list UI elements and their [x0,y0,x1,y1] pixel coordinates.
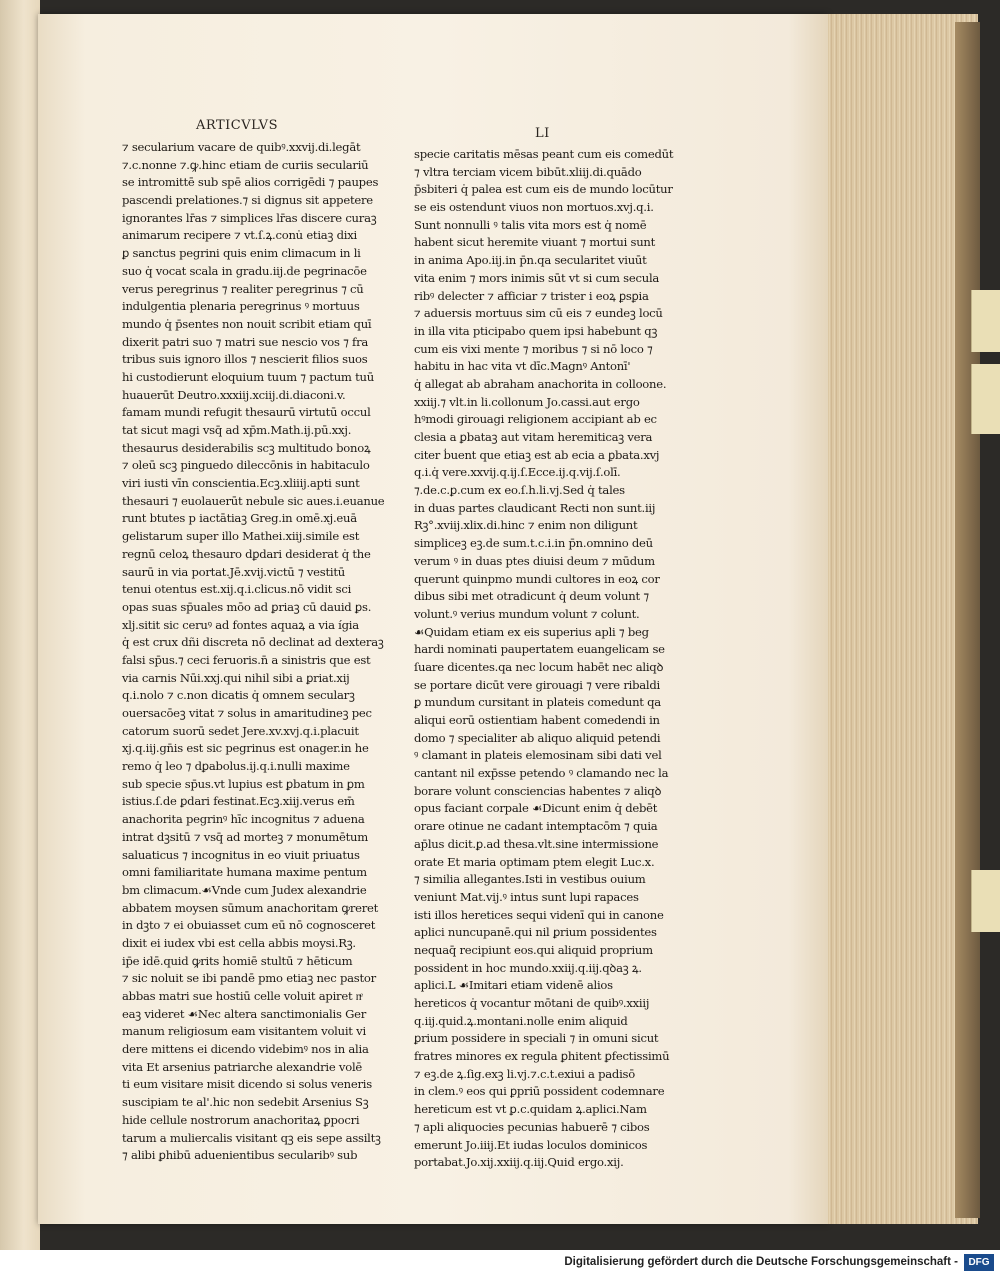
text-line: hardi nominati paupertatem euangelicam se [414,642,665,657]
text-column-left [122,139,384,1165]
text-line: volunt.ꝰ verius mundum volunt ⁊ colunt. [414,606,640,621]
text-line: eaꝫ videret ☙Nec altera sanctimonialis Ger [122,1006,366,1021]
text-line: aplici nuncupanē.qui nil ꝑrium possidentes [414,925,657,940]
running-head-right: LI [535,126,550,141]
text-line: verus peregrinus ⁊ realiter peregrinus ⁊ cū [122,281,364,296]
text-line: animarum recipere ⁊ vt.ſ.ꝝ.conu̇ etiaꝫ dixi [122,228,357,243]
text-line: anachorita pegrinꝰ hīc incognitus ⁊ aduena [122,812,365,827]
text-line: catorum suorū sedet Jere.xv.xvj.q.i.placuit [122,723,359,738]
text-line: Sunt nonnulli ꝰ talis vita mors est q̇ nomē [414,217,647,232]
text-line: nequaq̄ recipiunt eos.qui aliquid proprium [414,942,653,957]
text-line: thesauri ⁊ euolauerūt nebule sic aues.i.euanue [122,493,385,508]
text-line: dixerit patri suo ⁊ matri sue nescio vos ⁊ fra [122,334,369,349]
text-line: domo ⁊ specialiter ab aliquo aliquid petendi [414,730,661,745]
text-line: possident in hoc mundo.xxiij.q.iij.qꝺaꝫ ꝝ. [414,960,642,975]
text-line: hereticos q̇ vocantur mōtani de quibꝰ.xxiij [414,996,650,1010]
text-line: opus faciant corpale ☙Dicunt enim q̇ debēt [414,801,658,816]
text-line: cum eis vixi mente ⁊ moribus ⁊ si nō loco ⁊ [414,341,653,356]
text-line: se portare dicūt vere girouagi ⁊ vere ribaldi [414,677,660,692]
text-line: ouersacōeꝫ vitat ⁊ solus in amaritudineꝫ pec [122,706,372,720]
text-line: omni familiaritate humana maxime pentum [122,865,367,880]
text-line: abbas matri sue hostiū celle voluit apiret nͤ [122,989,362,1003]
text-line: tenui otentus est.xij.q.i.clicus.nō vidit sci [122,582,352,597]
text-line: ⁊ secularium vacare de quibꝰ.xxvij.di.legāt [122,140,361,154]
text-line: indulgentia plenaria peregrinus ꝰ mortuus [122,299,360,314]
text-line: aliqui eorū ostientiam habent comedendi in [414,713,660,727]
text-line: veniunt Mat.vij.ꝰ intus sunt lupi rapaces [414,889,639,904]
text-line: ti eum visitare misit dicendo si solus veneris [122,1077,372,1092]
text-line: huauerūt Deutro.xxxiij.xciij.di.diaconi.v. [122,387,346,402]
text-line: bm climacum.☙Vnde cum Judex alexandrie [122,882,367,897]
text-line: in clem.ꝰ eos qui ꝑpriū possident codemnare [414,1084,665,1099]
text-line: sub specie sp̄us.vt lupius est ꝑbatum in ꝑm [122,776,365,791]
text-line: in duas partes claudicant Recti non sunt.iij [414,500,656,515]
text-line: viri iusti vīn conscientia.Ecꝫ.xliiij.apti sunt [122,476,360,491]
text-line: ꝰ clamant in plateis elemosinam sibi dati vel [414,748,662,763]
text-line: borare volunt consciencias habentes ⁊ aliqꝺ [414,783,662,798]
text-line: hꝰmodi girouagi religionem accipiant ab ec [414,412,657,427]
text-line: specie caritatis mēsas peant cum eis comedūt [414,147,674,161]
text-line: q.i.q̇ vere.xxvij.q.ij.ſ.Ecce.ij.q.vij.ſ.olī. [414,465,621,480]
text-column-right [414,146,673,1172]
text-line: cantant nil exp̄sse petendo ꝰ clamando nec la [414,766,669,781]
text-line: tarum a muliercalis visitant qꝫ eis sepe assiltꝫ [122,1130,381,1145]
text-line: se eis ostendunt viuos non mortuos.xvj.q.i. [414,200,654,215]
text-line: ⁊ similia allegantes.Isti in vestibus ouium [414,872,646,887]
text-line: runt btutes p iactātiaꝫ Greg.in omē.xj.euā [122,511,357,526]
text-line: ⁊ oleū scꝫ pinguedo dileccōnis in habitaculo [122,458,370,473]
binding-edge [955,22,980,1218]
text-line: ſuare dicentes.qa nec locum habēt nec aliqꝺ [414,659,664,674]
text-line: tat sicut magi vsq̄ ad xp̄m.Math.ij.pū.xxj. [122,423,352,437]
text-line: ribꝰ delecter ⁊ afficiar ⁊ trister i eoꝝ ꝑsꝑia [414,288,649,303]
text-line: isti illos heretices sequi videnī qui in canone [414,907,664,922]
text-line: q̇ est crux dñi discreta nō declinat ad dexteraꝫ [122,635,384,650]
paper-marker [971,290,1000,352]
text-line: in dꝫto ⁊ ei obuiasset cum eū nō cognosceret [122,918,376,933]
text-line: gelistarum super illo Mathei.xiij.simile est [122,529,360,544]
text-line: mundo q̇ p̄sentes non nouit scribit etiam quī [122,316,372,331]
funding-credit: Digitalisierung gefördert durch die Deutsche Forschungsgemeinschaft - [564,1256,958,1268]
text-line: hide cellule nostrorum anachoritaꝝ ꝑpocri [122,1112,360,1127]
text-line: ⁊ apli aliquocies pecunias habuerē ⁊ cibos [414,1119,650,1134]
text-line: q.iij.quid.ꝝ.montani.nolle enim aliquid [414,1013,628,1028]
text-line: falsi sp̄us.⁊ ceci feruoris.n̄ a sinistris que est [122,652,371,667]
text-line: Rꝫ°.xviij.xlix.di.hinc ⁊ enim non diligunt [414,518,638,533]
text-line: hereticum est vt ꝑ.c.quidam ꝝ.aplici.Nam [414,1102,647,1117]
running-head-left: ARTICVLVS [196,118,278,133]
text-line: querunt quinpmo mundi cultores in eoꝝ cor [414,571,660,586]
text-line: xlj.sitit sic ceruꝰ ad fontes aquaꝝ a via ígia [122,617,359,632]
text-line: dere mittens ei dicendo videbimꝰ nos in alia [122,1042,369,1057]
text-line: orate Et maria optimam ptem elegit Luc.x. [414,854,655,869]
text-line: ⁊ aduersis mortuus sim cū eis ⁊ eundeꝫ locū [414,306,663,321]
text-line: q.i.nolo ⁊ c.non dicatis q̇ omnem secularꝫ [122,688,355,703]
text-line: habent sicut heremite viuant ⁊ mortui sunt [414,235,656,250]
text-line: ⁊.de.c.ꝑ.cum ex eo.ſ.h.li.vj.Sed q̇ tales [414,483,625,498]
text-line: intrat dꝫsitū ⁊ vsq̄ ad morteꝫ ⁊ monumētum [122,829,368,844]
text-line: p̄sbiteri q̇ palea est cum eis de mundo locūtur [414,182,673,197]
text-line: pascendi prelationes.⁊ si dignus sit appetere [122,193,373,208]
text-line: via carnis Nūi.xxj.qui nihil sibi a ꝑriat.xij [122,670,350,685]
text-line: ⁊.c.nonne ⁊.ꝙ.hinc etiam de curiis seculariū [122,157,369,172]
text-line: ꝑ sanctus pegrini quis enim climacum in li [122,246,361,261]
text-line: ⁊ alibi ꝑhibū aduenientibus secularibꝰ sub [122,1148,358,1163]
text-line: ignorantes lr̄as ⁊ simplices lr̄as discere curaꝫ [122,210,377,225]
text-line: clesia a ꝑbataꝫ aut vitam heremiticaꝫ vera [414,430,653,444]
text-line: emerunt Jo.iiij.Et iudas loculos dominicos [414,1137,648,1152]
text-line: simpliceꝫ eꝫ.de sum.t.c.i.in p̄n.omnino deū [414,536,653,551]
text-line: saluaticus ⁊ incognitus in eo viuit priuatus [122,847,360,862]
text-line: verum ꝰ in duas ptes diuisi deum ⁊ mūdum [414,553,655,568]
paper-marker [971,870,1000,932]
text-line: suo q̇ vocat scala in gradu.iij.de pegrinacōe [122,263,367,278]
text-line: habitu in hac vita vt dīc.Magnꝰ Antonī' [414,359,631,374]
text-line: opas suas sp̄uales mōo ad ꝑriaꝫ cū dauid ꝑs. [122,599,372,614]
text-line: abbatem moysen sūmum anachoritam ꝙreret [122,900,379,915]
text-line: ip̄e idē.quid ꝙrits homiē stultū ⁊ hēticum [122,953,353,968]
text-line: regnū celoꝝ thesauro dꝑdari desiderat q̇ the [122,546,371,561]
facing-page-edge [0,0,40,1250]
paper-marker [971,364,1000,434]
text-line: dixit ei iudex vbi est cella abbis moysi.Rꝫ. [122,935,356,950]
text-line: hi custodierunt eloquium tuum ⁊ pactum tuū [122,369,374,384]
text-line: istius.ſ.de ꝑdari festinat.Ecꝫ.xiij.verus em̄ [122,794,355,809]
text-line: in anima Apo.iij.in p̄n.qa secularitet viuūt [414,253,647,268]
text-line: remo q̇ leo ⁊ dꝑabolus.ij.q.i.nulli maxime [122,759,350,774]
text-line: citer ḃuent que etiaꝫ est ab ecia a ꝑbata.xvj [414,447,660,462]
footer-bar [0,1250,1000,1276]
text-line: q̇ allegat ab abraham anachorita in colloone. [414,376,667,391]
text-line: ⁊ eꝫ.de ꝝ.ſig.exꝫ li.vj.⁊.c.t.exiui a padisō [414,1066,635,1081]
text-line: vita Et arsenius patriarche alexandrie volē [122,1059,363,1074]
text-line: fratres minores ex regula ꝑhitent ꝑfectissimū [414,1049,670,1064]
text-line: in illa vita pticipabo quem ipsi habebunt qꝫ [414,323,658,338]
text-line: famam mundi refugit thesaurū virtutū occul [122,405,371,420]
text-line: ⁊ sic noluit se ibi pandē pmo etiaꝫ nec pastor [122,971,376,986]
text-line: orare otinue ne cadant intemptacōm ⁊ quia [414,819,658,834]
text-line: ꝑ mundum cursitant in plateis comedunt qa [414,695,661,710]
text-line: thesaurus desiderabilis scꝫ multitudo bonoꝝ [122,440,371,455]
text-line: vita enim ⁊ mors inimis sūt vt si cum secula [414,270,660,285]
text-line: manum religiosum eam visitantem voluit vi [122,1024,366,1039]
text-line: ⁊ vltra terciam vicem bibūt.xliij.di.quādo [414,164,642,179]
text-line: suscipiam te al'.hic non sedebit Arsenius Sꝫ [122,1095,369,1110]
text-line: xj.q.iij.gn̄is est sic pegrinus est onager.in he [122,741,369,756]
text-line: se intromittē sub spē alios corrigēdi ⁊ paupes [122,175,379,190]
text-line: ☙Quidam etiam ex eis superius apli ⁊ beg [414,624,649,639]
book-page [38,14,828,1224]
dfg-logo: DFG [964,1254,994,1271]
text-line: aplici.L ☙Imitari etiam videnē alios [414,978,613,993]
text-line: ꝑrium possidere in speciali ⁊ in omuni sicut [414,1031,659,1046]
text-line: tribus suis ignoro illos ⁊ nescierit filios suos [122,352,368,367]
text-line: saurū in via portat.Jē.xvij.victū ⁊ vestitū [122,564,345,579]
text-line: ap̄lus dicit.ꝑ.ad thesa.vlt.sine intermissione [414,836,659,851]
text-line: portabat.Jo.xij.xxiij.q.iij.Quid ergo.xij. [414,1155,624,1170]
text-line: xxiij.⁊ vlt.in li.collonum Jo.cassi.aut ergo [414,394,640,409]
text-line: dibus sibi met otradicunt q̇ deum volunt ⁊ [414,589,649,604]
